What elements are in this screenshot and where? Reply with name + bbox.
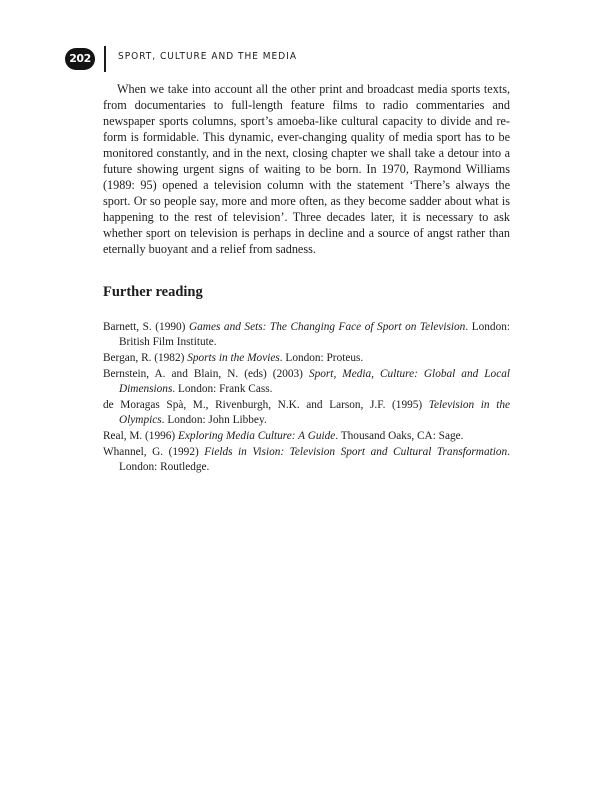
- reference-item: [103, 351, 510, 366]
- reference-list: [103, 320, 510, 476]
- page-header: [65, 44, 535, 76]
- body-paragraph: When we take into account all the other print and broadcast media sports texts, from documentaries to full-length feature films to radio commentaries and newspaper sports columns, sport’s amoeba-like cultural capacity to divide and re-form is formidable. This dynamic, ever-changing quality of media sport has to be monitored constantly, and in the next, closing chapter we shall take a detour into a future showing urgent signs of waiting to be born. In 1970, Raymond Williams (1989: 95) opened a television column with the statement ‘There’s always the sport. Or so people say, more and more often, as they become sadder about what is happening to the rest of television’. Three decades later, it is necessary to ask whether sport on television is perhaps in decline and a source of angst rather than eternally buoyant and a relief from sadness.: [103, 82, 510, 256]
- reference-authors: Bernstein, A. and Blain, N. (eds) (2003): [103, 367, 309, 380]
- reference-title: Games and Sets: The Changing Face of Sport on Television: [188, 321, 466, 333]
- reference-item: [103, 320, 510, 350]
- reference-item: [103, 398, 510, 428]
- running-head: SPORT, CULTURE AND THE MEDIA: [118, 51, 297, 62]
- reference-authors: Real, M. (1996): [103, 429, 178, 442]
- reference-authors: Whannel, G. (1992): [103, 445, 205, 458]
- reference-publisher: . London: Frank Cass.: [172, 383, 273, 395]
- reference-title: Exploring Media Culture: A Guide: [178, 429, 336, 442]
- reference-publisher: . London: John Libbey.: [161, 414, 267, 426]
- reference-publisher: . London: British Film Institute.: [119, 321, 511, 349]
- reference-publisher: . London: Proteus.: [279, 352, 364, 364]
- reference-title: Sport, Media, Culture: Global and Local Dimensions: [119, 367, 511, 395]
- page-number: 202: [65, 48, 95, 70]
- reference-item: [103, 445, 510, 475]
- reference-authors: de Moragas Spà, M., Rivenburgh, N.K. and Larson, J.F. (1995): [103, 398, 429, 411]
- reference-publisher: . Thousand Oaks, CA: Sage.: [335, 429, 464, 442]
- section-heading: Further reading: [103, 284, 203, 300]
- reference-title: Sports in the Movies: [187, 352, 280, 364]
- reference-authors: Barnett, S. (1990): [103, 321, 189, 333]
- header-divider: [104, 46, 106, 72]
- reference-authors: Bergan, R. (1982): [103, 352, 188, 364]
- reference-item: [103, 429, 510, 444]
- reference-item: [103, 367, 510, 397]
- reference-title: Television in the Olympics: [119, 398, 510, 426]
- reference-title: Fields in Vision: Television Sport and Cultural Transformation: [204, 445, 508, 458]
- reference-publisher: . London: Routledge.: [119, 445, 511, 473]
